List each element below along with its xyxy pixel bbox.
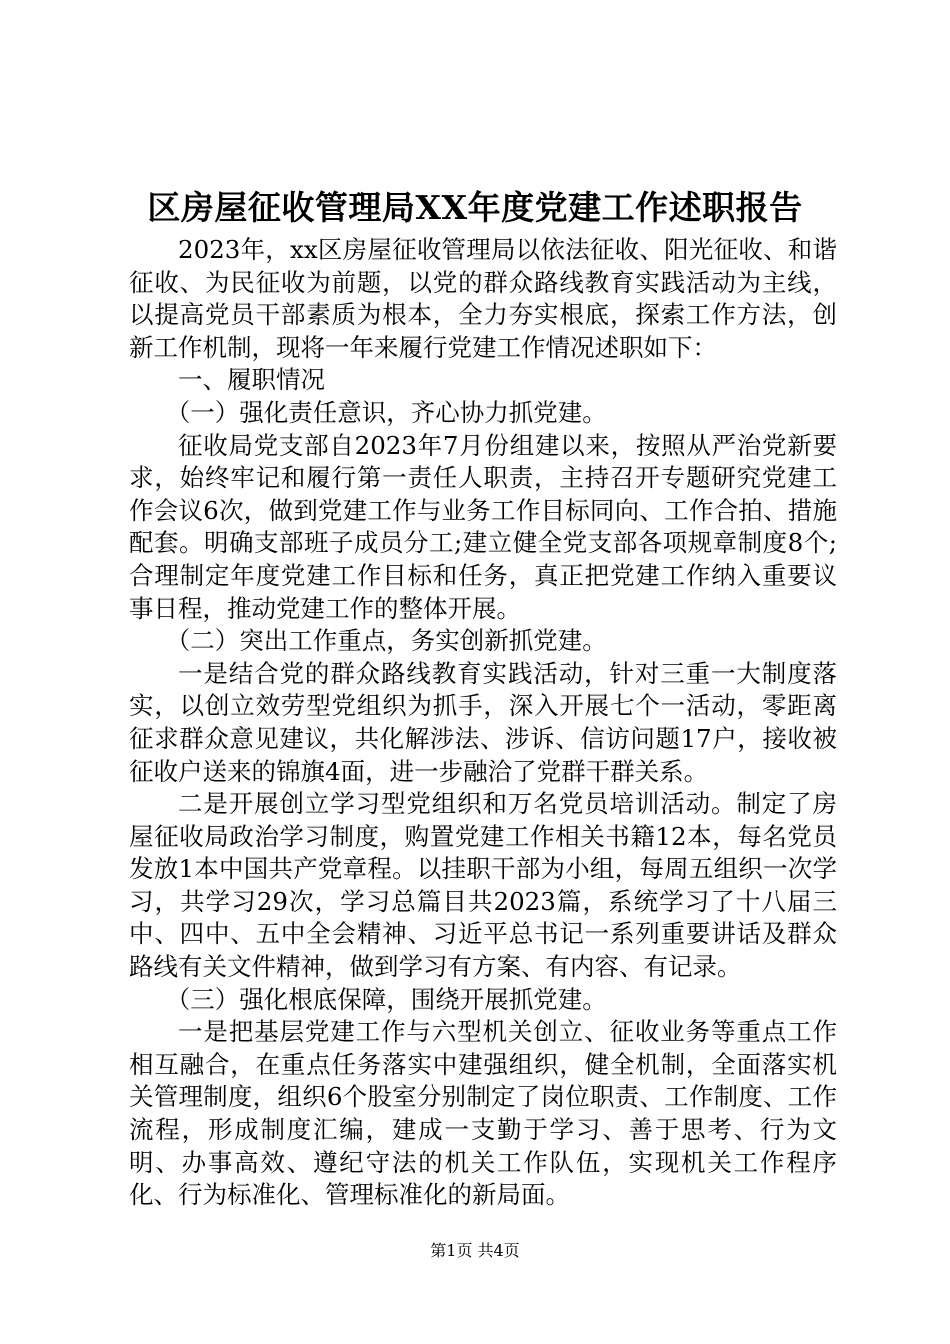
intro-paragraph: 2023年，xx区房屋征收管理局以依法征收、阳光征收、和谐征收、为民征收为前题，以党的群众路线教育实践活动为主线，以提高党员干部素质为根本，全力夯实根底，探索工作方法，创新工作机制，现将一年来履行党建工作情况述职如下： xyxy=(129,235,837,362)
paragraph-learning: 二是开展创立学习型党组织和万名党员培训活动。制定了房屋征收局政治学习制度，购置党建工作相关书籍12本，每名党员发放1本中国共产党章程。以挂职干部为小组，每周五组织一次学习，共学习29次，学习总篇目共2023篇，系统学习了十八届三中、四中、五中全会精神、习近平总书记一系列重要讲话及群众路线有关文件精神，做到学习有方案、有内容、有记录。 xyxy=(129,789,837,982)
paragraph-foundation: 一是把基层党建工作与六型机关创立、征收业务等重点工作相互融合，在重点任务落实中建强组织，健全机制，全面落实机关管理制度，组织6个股室分别制定了岗位职责、工作制度、工作流程，形成制度汇编，建成一支勤于学习、善于思考、行为文明、办事高效、遵纪守法的机关工作队伍，实现机关工作程序化、行为标准化、管理标准化的新局面。 xyxy=(129,1017,837,1210)
subsection-heading-1: （一）强化责任意识，齐心协力抓党建。 xyxy=(165,397,607,427)
section-heading-performance: 一、履职情况 xyxy=(178,365,325,395)
paragraph-mass-line: 一是结合党的群众路线教育实践活动，针对三重一大制度落实，以创立效劳型党组织为抓手，深入开展七个一活动，零距离征求群众意见建议，共化解涉法、涉诉、信访问题17户，接收被征收户送来的锦旗4面，进一步融洽了党群干群关系。 xyxy=(129,658,837,786)
subsection-heading-2: （二）突出工作重点，务实创新抓党建。 xyxy=(165,626,607,656)
document-title: 区房屋征收管理局XX年度党建工作述职报告 xyxy=(147,188,803,227)
subsection-heading-3: （三）强化根底保障，围绕开展抓党建。 xyxy=(165,984,607,1014)
document-body xyxy=(129,234,837,1212)
paragraph-responsibility: 征收局党支部自2023年7月份组建以来，按照从严治党新要求，始终牢记和履行第一责任人职责，主持召开专题研究党建工作会议6次，做到党建工作与业务工作目标同向、工作合拍、措施配套。明确支部班子成员分工;建立健全党支部各项规章制度8个;合理制定年度党建工作目标和任务，真正把党建工作纳入重要议事日程，推动党建工作的整体开展。 xyxy=(129,430,837,623)
page-number-footer: 第1页 共4页 xyxy=(430,1241,520,1260)
